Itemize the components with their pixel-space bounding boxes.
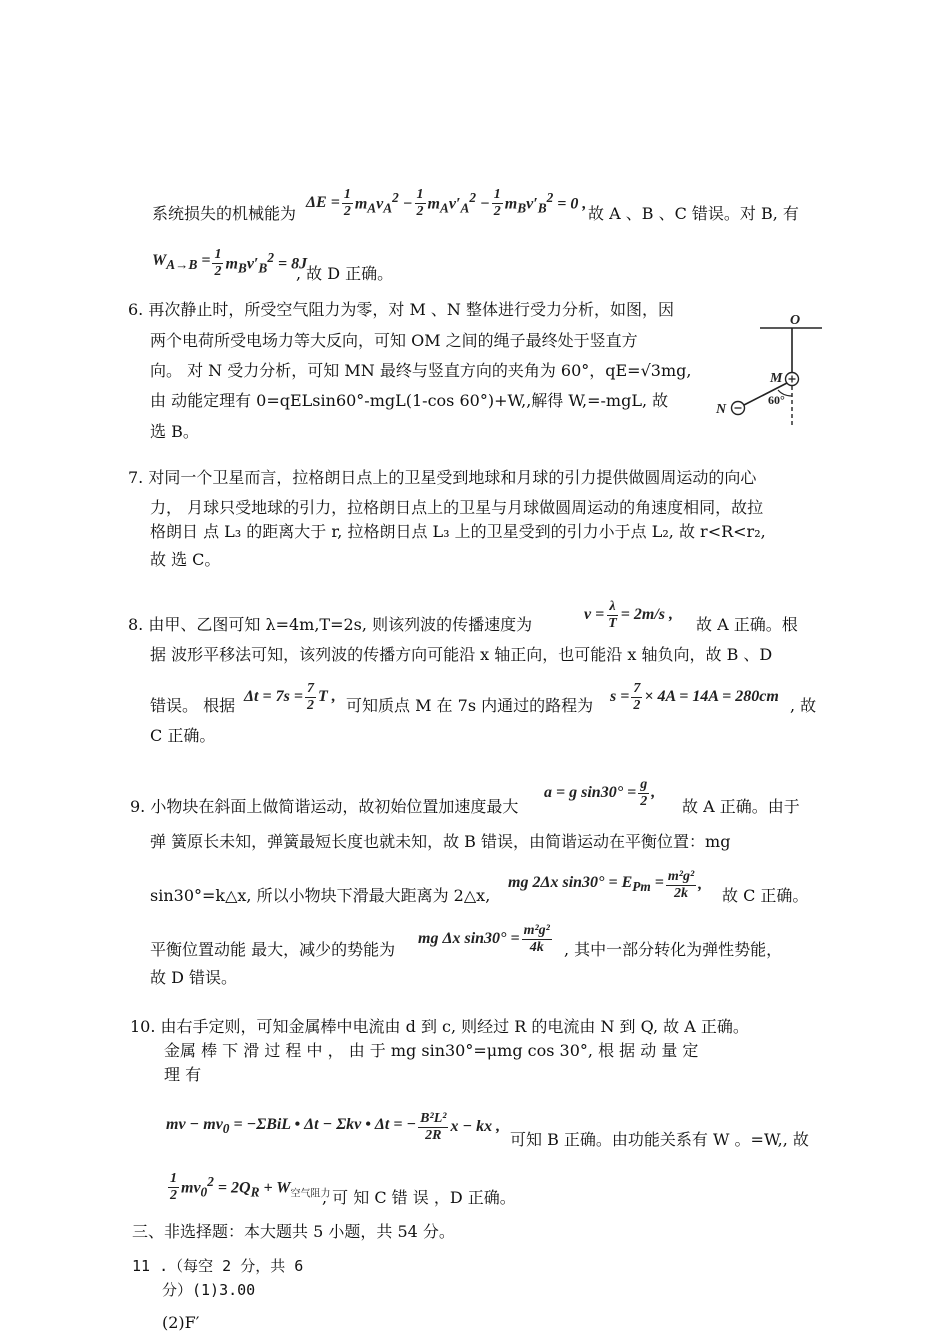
q10-line-4-tail: 可知 B 正确。由功能关系有 W 。=W,, 故	[510, 1130, 809, 1149]
q9-equation-acceleration: a = g sin30° = $\frac{g}{2}$ ,	[544, 776, 656, 809]
q7-line-2: 力， 月球只受地球的引力，拉格朗日点上的卫星与月球做圆周运动的角速度相同，故拉	[150, 498, 764, 517]
q5-tail: 故 A 、B 、C 错误。对 B, 有	[588, 204, 799, 223]
section-3-title: 三、非选择题：本大题共 5 小题，共 54 分。	[132, 1222, 455, 1241]
q8-line-1-tail: 故 A 正确。根	[696, 615, 798, 634]
q9-line-1-lead: 9. 小物块在斜面上做简谐运动，故初始位置加速度最大	[130, 797, 519, 816]
q6-line-5: 选 B。	[150, 422, 199, 441]
q5-equation-work: $W_{A\to B}$ = $\frac{1}{2}$ $m_Bv'_B^2 = 8J$	[152, 246, 308, 279]
q11-line-2: 分）(1)3.00	[162, 1281, 256, 1299]
q8-line-3-lead: 错误。 根据	[150, 696, 236, 715]
q9-line-2: 弹 簧原长未知，弹簧最短长度也就未知，故 B 错误，由简谐运动在平衡位置：mg	[150, 832, 731, 851]
figure-label-o: O	[790, 313, 801, 328]
q10-equation-energy: $\frac{1}{2}$ $mv_0^2 = 2Q_R + W_{空气阻力}$	[170, 1170, 331, 1203]
q8-line-1-lead: 8. 由甲、乙图可知 λ=4m,T=2s, 则该列波的传播速度为	[128, 615, 533, 634]
q10-line-1: 10. 由右手定则，可知金属棒中电流由 d 到 c, 则经过 R 的电流由 N 到 Q, 故 A 正确。	[130, 1017, 749, 1036]
q10-equation-momentum: mv − $mv_0 = -\Sigma BiL$ • Δt − Σkv • Δt = − $\frac{\text{B²L²}}{2R}$ x − kx ,	[166, 1110, 501, 1143]
q7-line-3: 格朗日 点 L₃ 的距离大于 r, 拉格朗日点 L₃ 上的卫星受到的引力小于点 L₂, 故 r<R<r₂,	[150, 522, 766, 541]
figure-label-n: N	[716, 402, 727, 417]
q9-line-5: 故 D 错误。	[150, 968, 238, 987]
q8-equation-path: s = $\frac{7}{2}$ × 4A = 14A = 280cm	[610, 680, 779, 713]
figure-label-m: M	[770, 371, 783, 386]
q9-line-4-lead: 平衡位置动能 最大，减少的势能为	[150, 940, 396, 959]
q9-line-1-tail: 故 A 正确。由于	[682, 797, 800, 816]
figure-angle-label: 60°	[768, 393, 785, 407]
q10-line-5-tail: , 可 知 C 错 误 ，D 正确。	[322, 1188, 516, 1207]
q10-line-3: 理 有	[164, 1065, 202, 1084]
q6-line-4: 由 动能定理有 0=qELsin60°-mgL(1-cos 60°)+W,,解得 W,=-mgL, 故	[150, 391, 669, 410]
q8-equation-time: Δt = 7s = $\frac{7}{2}$ T ,	[244, 680, 336, 713]
q9-line-3-lead: sin30°=k△x, 所以小物块下滑最大距离为 2△x,	[150, 886, 491, 905]
q6-force-diagram	[708, 308, 830, 434]
q7-line-4: 故 选 C。	[150, 550, 221, 569]
q8-line-3-mid: 可知质点 M 在 7s 内通过的路程为	[346, 696, 594, 715]
q10-line-2: 金属 棒 下 滑 过 程 中 ， 由 于 mg sin30°=μmg cos 30°, 根 据 动 量 定	[164, 1041, 699, 1060]
q9-line-4-tail: , 其中一部分转化为弹性势能，	[564, 940, 783, 959]
q7-line-1: 7. 对同一个卫星而言，拉格朗日点上的卫星受到地球和月球的引力提供做圆周运动的向心	[128, 468, 757, 487]
q9-equation-potential: mg Δx sin30° = $\frac{\text{m²g²}}{4k}$	[418, 922, 550, 955]
q5-lead: 系统损失的机械能为	[152, 204, 297, 223]
q8-line-3-tail: , 故	[790, 696, 817, 715]
q8-line-4: C 正确。	[150, 726, 216, 745]
q5-equation-energy: ΔE = $\frac{1}{2}$ $m_Av_A^2$ − $\frac{1}{2}$ $m_Av'_A^2$ − $\frac{1}{2}$ $m_Bv'_B^2 = 0$ ,	[306, 186, 587, 219]
q6-line-1: 6. 再次静止时，所受空气阻力为零，对 M 、N 整体进行受力分析，如图，因	[128, 300, 674, 319]
q11-line-1: 11 .（每空 2 分，共 6	[132, 1257, 304, 1275]
q8-equation-velocity: v = $\frac{\lambda}{T}$ = 2m/s ,	[584, 598, 674, 631]
q8-line-2: 据 波形平移法可知，该列波的传播方向可能沿 x 轴正向，也可能沿 x 轴负向，故 B 、D	[150, 645, 773, 664]
q5-line2-tail: , 故 D 正确。	[296, 264, 394, 283]
q11-line-3: (2)F′	[162, 1313, 200, 1332]
q6-line-2: 两个电荷所受电场力等大反向，可知 OM 之间的绳子最终处于竖直方	[150, 331, 638, 350]
q9-line-3-tail: 故 C 正确。	[722, 886, 809, 905]
q6-line-3: 向。 对 N 受力分析，可知 MN 最终与竖直方向的夹角为 60°，qE=√3mg,	[150, 361, 692, 380]
q9-equation-elastic-energy: mg 2Δx $\sin 30^\circ = E_{Pm}$ = $\frac{\text{m²g²}}{2k}$ ,	[508, 868, 703, 901]
